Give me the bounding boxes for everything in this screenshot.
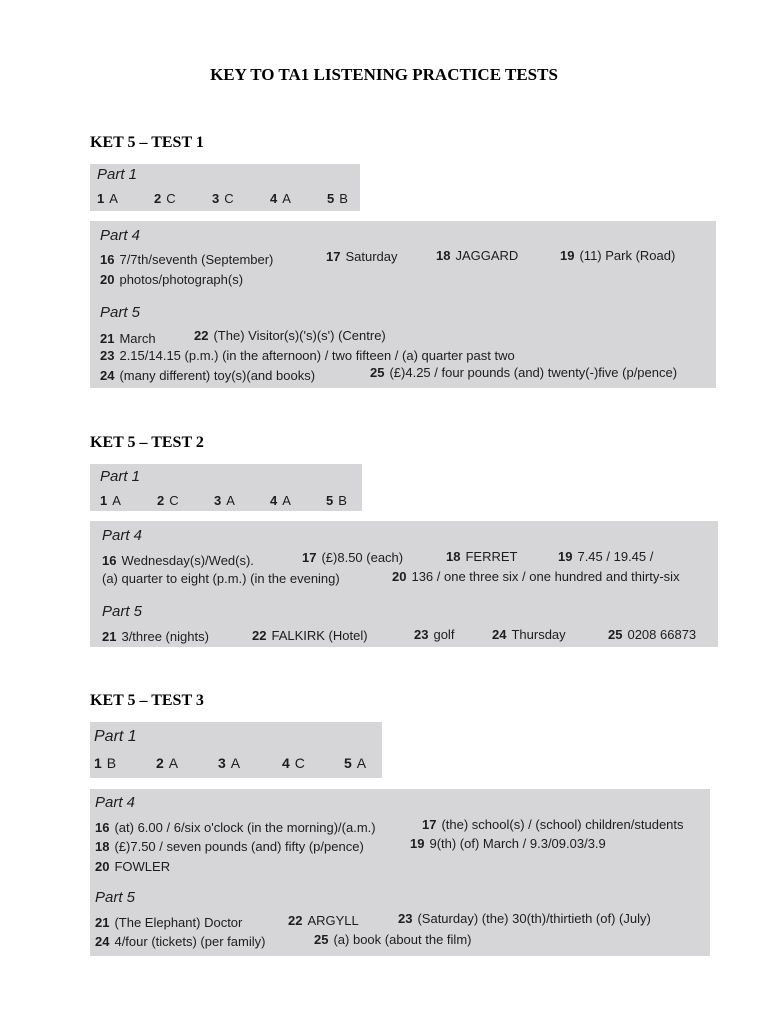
- part-label: Part 1: [94, 728, 137, 745]
- answer-item: 21 March: [100, 331, 156, 346]
- answer-item: 16 (at) 6.00 / 6/six o'clock (in the morning)/(a.m.): [95, 820, 376, 835]
- answer-item: 22 ARGYLL: [288, 913, 359, 928]
- answer-item: 22 FALKIRK (Hotel): [252, 628, 368, 643]
- answer-item: 24 (many different) toy(s)(and books): [100, 368, 316, 383]
- answer-item: 17 (£)8.50 (each): [302, 550, 404, 565]
- answer-item: 1 A: [100, 493, 121, 508]
- answer-item: 20 photos/photograph(s): [100, 272, 244, 287]
- answer-item: 3 A: [214, 493, 235, 508]
- answer-item: 18 JAGGARD: [436, 248, 519, 263]
- answer-item: 18 (£)7.50 / seven pounds (and) fifty (p/pence): [95, 839, 364, 854]
- part-label: Part 4: [95, 794, 136, 811]
- part-label: Part 1: [97, 166, 138, 183]
- answer-item: 23 golf: [414, 627, 455, 642]
- part-label: Part 5: [100, 304, 141, 321]
- answer-item: 20 FOWLER: [95, 859, 171, 874]
- answer-item: 3 A: [218, 755, 241, 771]
- answer-item: 17 (the) school(s) / (school) children/students: [422, 817, 684, 832]
- answer-item: 19 9(th) (of) March / 9.3/09.03/3.9: [410, 836, 606, 851]
- answer-item: 5 B: [326, 493, 347, 508]
- answer-item: 25 (a) book (about the film): [314, 932, 472, 947]
- test-1-part-4-5-box: [90, 221, 716, 388]
- test-1-heading: KET 5 – TEST 1: [90, 134, 204, 151]
- test-1-part-1-box: [90, 164, 360, 211]
- answer-item: 5 A: [344, 755, 367, 771]
- part-label: Part 5: [102, 603, 143, 620]
- part-label: Part 4: [102, 527, 143, 544]
- answer-item: 23 (Saturday) (the) 30(th)/thirtieth (of) (July): [398, 911, 651, 926]
- test-3-heading: KET 5 – TEST 3: [90, 692, 204, 709]
- answer-item: 2 C: [157, 493, 179, 508]
- page-title: KEY TO TA1 LISTENING PRACTICE TESTS: [210, 65, 558, 84]
- answer-item: 2 A: [156, 755, 179, 771]
- test-2-heading: KET 5 – TEST 2: [90, 434, 204, 451]
- answer-item: 5 B: [327, 191, 348, 206]
- answer-item: (a) quarter to eight (p.m.) (in the evening): [102, 571, 340, 586]
- answer-item: 21 (The Elephant) Doctor: [95, 915, 243, 930]
- answer-item: 24 4/four (tickets) (per family): [95, 934, 266, 949]
- answer-item: 17 Saturday: [326, 249, 398, 264]
- answer-item: 18 FERRET: [446, 549, 518, 564]
- answer-item: 16 Wednesday(s)/Wed(s).: [102, 553, 254, 568]
- test-3-part-1-box: [90, 722, 382, 778]
- answer-item: 25 0208 66873: [608, 627, 697, 642]
- test-2-part-1-box: [90, 464, 362, 511]
- answer-item: 4 A: [270, 493, 291, 508]
- answer-item: 25 (£)4.25 / four pounds (and) twenty(-)five (p/pence): [370, 365, 678, 380]
- answer-item: 20 136 / one three six / one hundred and thirty-six: [392, 569, 680, 584]
- answer-item: 3 C: [212, 191, 234, 206]
- test-3-part-4-5-box: [90, 789, 710, 956]
- answer-item: 21 3/three (nights): [102, 629, 209, 644]
- part-label: Part 5: [95, 889, 136, 906]
- answer-item: 4 A: [270, 191, 291, 206]
- answer-item: 24 Thursday: [492, 627, 566, 642]
- answer-item: 23 2.15/14.15 (p.m.) (in the afternoon) / two fifteen / (a) quarter past two: [100, 348, 515, 363]
- answer-item: 2 C: [154, 191, 176, 206]
- answer-item: 4 C: [282, 755, 305, 771]
- answer-item: 1 B: [94, 755, 117, 771]
- answer-item: 22 (The) Visitor(s)('s)(s') (Centre): [194, 328, 386, 343]
- answer-item: 19 (11) Park (Road): [560, 248, 676, 263]
- answer-item: 16 7/7th/seventh (September): [100, 252, 274, 267]
- answer-item: 1 A: [97, 191, 118, 206]
- part-label: Part 1: [100, 468, 141, 485]
- answer-item: 19 7.45 / 19.45 /: [558, 549, 654, 564]
- test-2-part-4-5-box: [90, 521, 718, 647]
- part-label: Part 4: [100, 227, 141, 244]
